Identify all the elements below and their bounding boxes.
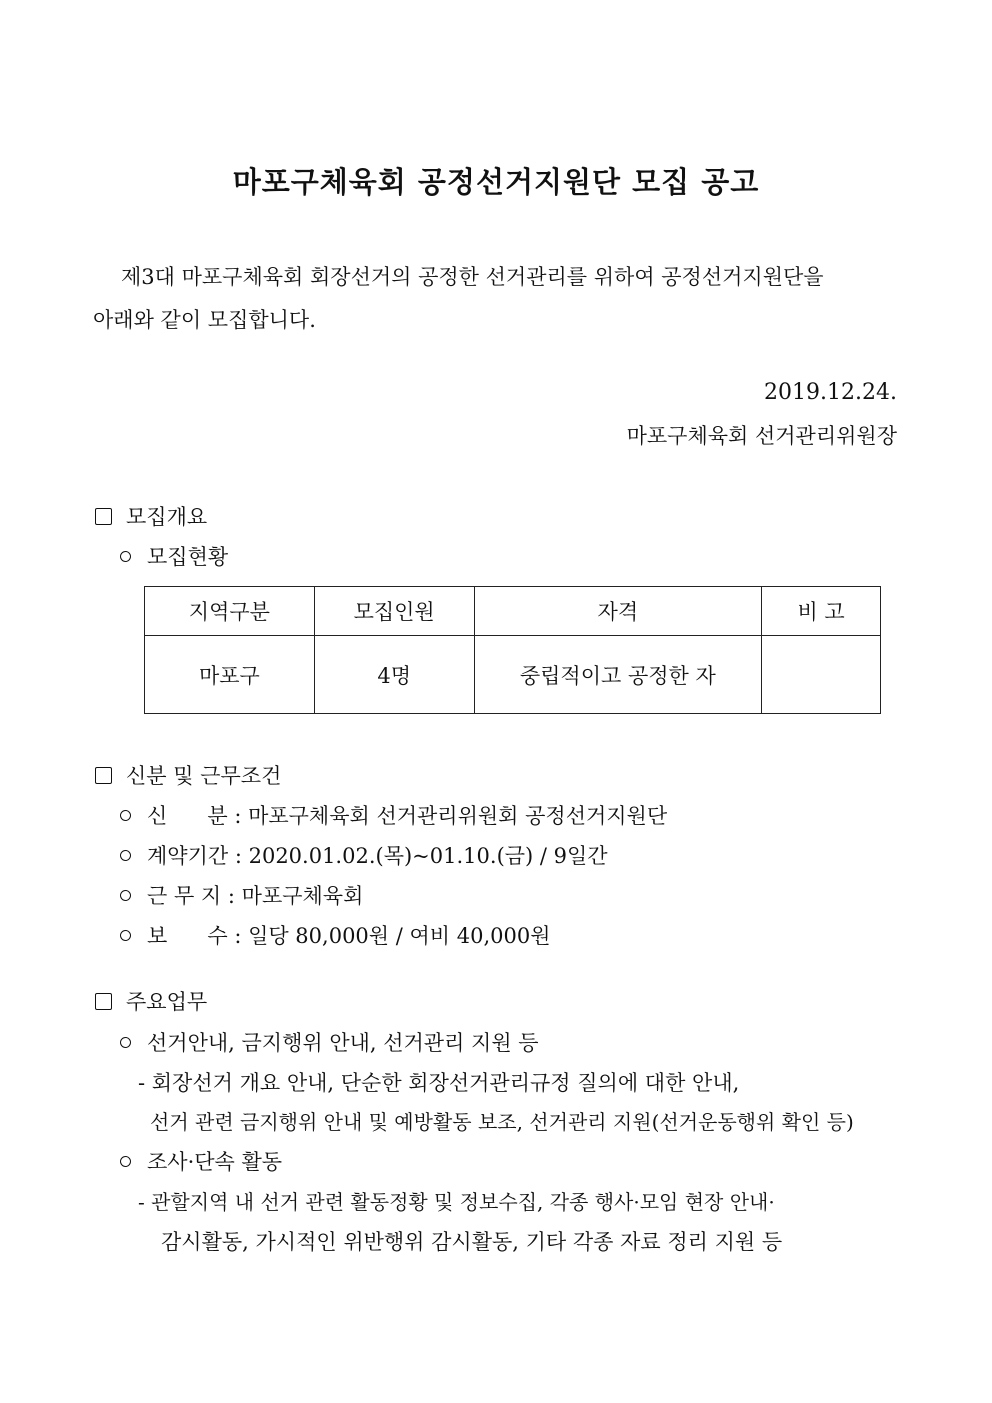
duty-label: 선거안내, 금지행위 안내, 선거관리 지원 등 [147, 1031, 539, 1055]
section-heading: 신분 및 근무조건 [126, 764, 282, 788]
duty-detail: - 관할지역 내 선거 관련 활동정황 및 정보수집, 각종 행사·모임 현장 안내· [138, 1190, 775, 1214]
cell-headcount: 4명 [314, 636, 474, 714]
duty-item [120, 1146, 282, 1176]
header-qualification: 자격 [474, 587, 762, 636]
condition-item [120, 920, 551, 950]
condition-label: 신 분 [147, 804, 228, 828]
section-heading: 모집개요 [126, 505, 208, 529]
cell-qualification: 중립적이고 공정한 자 [474, 636, 762, 714]
circle-bullet-icon [120, 1037, 131, 1048]
duty-detail: 선거 관련 금지행위 안내 및 예방활동 보조, 선거관리 지원(선거운동행위 확인 등) [150, 1110, 854, 1134]
section-heading: 주요업무 [126, 990, 208, 1014]
section-status-conditions [95, 760, 281, 790]
condition-item [120, 800, 667, 830]
duty-item [120, 1027, 539, 1057]
condition-label: 근 무 지 [147, 884, 222, 908]
circle-bullet-icon [120, 810, 131, 821]
checkbox-bullet-icon [95, 993, 112, 1010]
circle-bullet-icon [120, 551, 131, 562]
header-headcount: 모집인원 [314, 587, 474, 636]
circle-bullet-icon [120, 930, 131, 941]
announcement-date: 2019.12.24. [764, 380, 897, 405]
header-region: 지역구분 [145, 587, 315, 636]
circle-bullet-icon [120, 1156, 131, 1167]
table-row [145, 636, 881, 714]
recruitment-table [144, 586, 881, 714]
condition-value: : 2020.01.02.(목)~01.10.(금) / 9일간 [234, 844, 608, 868]
circle-bullet-icon [120, 850, 131, 861]
condition-value: : 마포구체육회 선거관리위원회 공정선거지원단 [234, 804, 668, 828]
header-remarks: 비 고 [762, 587, 881, 636]
checkbox-bullet-icon [95, 508, 112, 525]
checkbox-bullet-icon [95, 767, 112, 784]
duty-detail: - 회장선거 개요 안내, 단순한 회장선거관리규정 질의에 대한 안내, [138, 1071, 740, 1095]
section-main-duties [95, 986, 207, 1016]
signature: 마포구체육회 선거관리위원장 [626, 424, 897, 448]
condition-value: : 마포구체육회 [227, 884, 364, 908]
cell-region: 마포구 [145, 636, 315, 714]
table-header-row [145, 587, 881, 636]
condition-label: 계약기간 [147, 844, 229, 868]
subsection-label: 모집현황 [147, 545, 229, 569]
duty-detail: 감시활동, 가시적인 위반행위 감시활동, 기타 각종 자료 정리 지원 등 [161, 1230, 783, 1254]
duty-label: 조사·단속 활동 [147, 1150, 283, 1174]
cell-remarks [762, 636, 881, 714]
condition-value: : 일당 80,000원 / 여비 40,000원 [234, 924, 551, 948]
condition-item [120, 840, 608, 870]
page-title: 마포구체육회 공정선거지원단 모집 공고 [232, 165, 760, 199]
condition-item [120, 880, 363, 910]
section-recruitment-overview [95, 501, 207, 531]
circle-bullet-icon [120, 890, 131, 901]
intro-line-2: 아래와 같이 모집합니다. [93, 308, 316, 332]
intro-line-1: 제3대 마포구체육회 회장선거의 공정한 선거관리를 위하여 공정선거지원단을 [121, 265, 824, 289]
subsection-recruitment-status [120, 541, 228, 571]
condition-label: 보 수 [147, 924, 228, 948]
